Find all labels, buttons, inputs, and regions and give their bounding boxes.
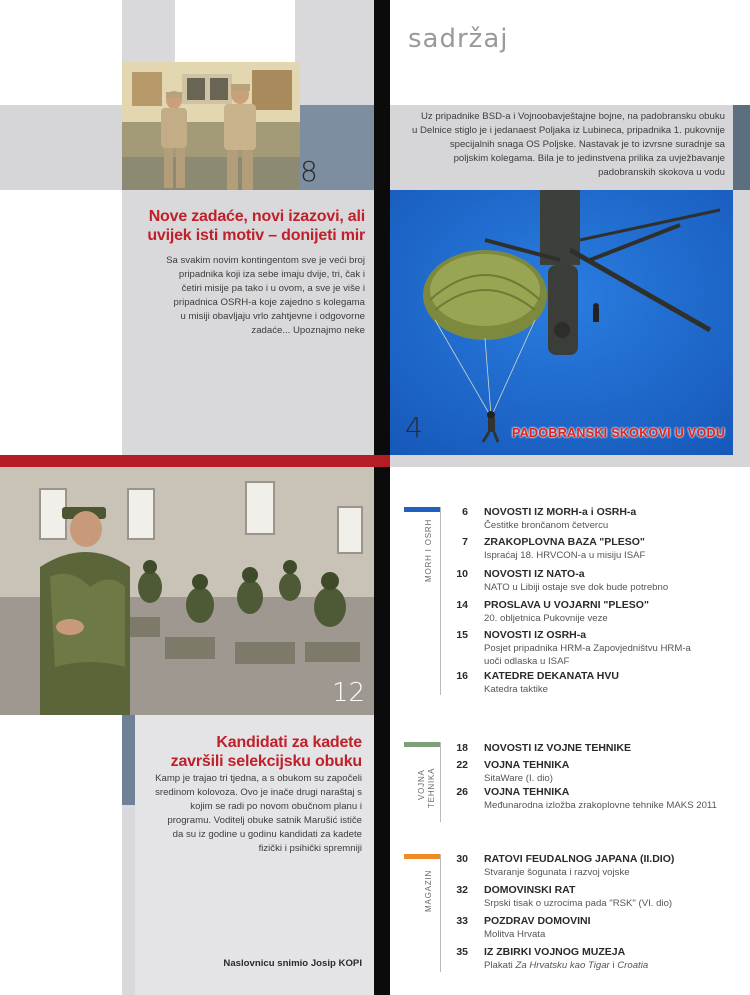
soldiers-walking-photo xyxy=(122,62,300,190)
red-divider xyxy=(0,455,390,467)
toc-page: 30 xyxy=(456,853,468,865)
toc-title: RATOVI FEUDALNOG JAPANA (II.DIO) xyxy=(484,853,675,865)
lead-line: Kamp je trajao tri tjedna, a s obukom su započeli xyxy=(155,773,362,784)
lead-parachute xyxy=(395,110,725,180)
section-label-tehnika-2: TEHNIKA xyxy=(427,767,436,808)
gray-band-mid-right xyxy=(390,455,750,467)
toc-title: IZ ZBIRKI VOJNOG MUZEJA xyxy=(484,946,626,958)
parachute-illustration xyxy=(390,190,733,455)
toc-page: 10 xyxy=(456,568,468,580)
lead-missions xyxy=(60,254,365,338)
toc-subtitle: Međunarodna izložba zrakoplovne tehnike MAKS 2011 xyxy=(484,800,717,811)
toc-page: 15 xyxy=(456,629,468,641)
headline-missions-line2: uvijek isti motiv – donijeti mir xyxy=(147,227,365,244)
toc-title: ZRAKOPLOVNA BAZA "PLESO" xyxy=(484,536,645,548)
page-number-12: 12 xyxy=(332,678,366,708)
toc-title: VOJNA TEHNIKA xyxy=(484,786,570,798)
toc-subtitle: SitaWare (I. dio) xyxy=(484,773,553,784)
lead-cadets xyxy=(140,772,362,856)
toc-title: NOVOSTI IZ MORH-a i OSRH-a xyxy=(484,506,637,518)
section-label-magazin: MAGAZIN xyxy=(424,869,433,912)
toc-subtitle: Molitva Hrvata xyxy=(484,929,546,940)
toc-subtitle: Ispraćaj 18. HRVCON-a u misiju ISAF xyxy=(484,550,646,561)
toc-page: 32 xyxy=(456,884,468,896)
headline-cadets xyxy=(140,733,362,771)
slate-bar-right xyxy=(733,105,750,190)
toc-page: 33 xyxy=(456,915,468,927)
lead-line: specijalnih snaga OS Poljske. Nastavak je to izvrsne suradnje sa xyxy=(449,139,725,150)
toc-page: 26 xyxy=(456,786,468,798)
lead-line: Uz pripadnike BSD-a i Vojnoobavještajne bojne, na padobransku obuku xyxy=(420,111,725,122)
headline-cadets-line1: Kandidati za kadete xyxy=(216,734,362,751)
lead-line: zadaće... Upoznajmo neke xyxy=(251,325,365,336)
toc-subtitle: Katedra taktike xyxy=(484,684,548,695)
center-black-strip xyxy=(374,0,390,995)
soldiers-walking-illustration xyxy=(122,62,300,190)
toc-page: 14 xyxy=(456,599,468,611)
headline-cadets-line2: završili selekcijsku obuku xyxy=(170,753,362,770)
lead-line: programu. Voditelj obuke satnik Marušić ističe xyxy=(167,815,362,826)
page-number-4: 4 xyxy=(405,411,423,444)
toc-subtitle: Stvaranje šogunata i razvoj vojske xyxy=(484,867,630,878)
lead-line: da su iz godine u godinu kandidati za kadete xyxy=(172,829,362,840)
toc-page: 16 xyxy=(456,670,468,682)
lead-line: fizički i psihički spremniji xyxy=(258,843,362,854)
toc-title: NOVOSTI IZ OSRH-a xyxy=(484,629,587,641)
section-bar-morh xyxy=(404,507,440,512)
toc-subtitle: 20. obljetnica Pukovnije veze xyxy=(484,613,608,624)
toc-subtitle: NATO u Libiji ostaje sve dok bude potrebno xyxy=(484,582,669,593)
parachute-jump-photo xyxy=(390,190,733,455)
toc-title: PROSLAVA U VOJARNI "PLESO" xyxy=(484,599,649,611)
toc-subtitle: Srpski tisak o uzrocima pada "RSK" (VI. dio) xyxy=(484,898,673,909)
lead-line: u Delnice stiglo je i jedanaest Poljaka iz Lubineca, pripadnika 1. pukovnije xyxy=(411,125,725,136)
white-column-overlay xyxy=(175,0,295,62)
toc-title: NOVOSTI IZ NATO-a xyxy=(484,568,585,580)
lead-line: kojim se radi po novom obučnom planu i xyxy=(190,801,362,812)
lead-line: padobranskih skokova u vodu xyxy=(598,167,725,178)
slate-bar-parachute xyxy=(733,190,750,455)
toc-subtitle: uoči odlaska u ISAF xyxy=(484,656,570,667)
toc-title: DOMOVINSKI RAT xyxy=(484,884,576,896)
toc-page: 35 xyxy=(456,946,468,958)
toc-subtitle: Posjet pripadnika HRM-a Zapovjedništvu HRM-a xyxy=(484,643,691,654)
blue-accent-bar xyxy=(122,715,135,805)
toc-subtitle: Čestitke brončanom četvercu xyxy=(484,520,609,531)
toc-subtitle-italic-1: Za Hrvatsku kao Tigar xyxy=(515,960,610,971)
toc-page: 22 xyxy=(456,759,468,771)
toc-title: POZDRAV DOMOVINI xyxy=(484,915,591,927)
toc-title: VOJNA TEHNIKA xyxy=(484,759,570,771)
toc-page: 18 xyxy=(456,742,468,754)
toc-subtitle-prefix: Plakati xyxy=(484,960,516,971)
lead-line: sredinom kolovoza. Ovo je inače drugi naraštaj s xyxy=(155,787,362,798)
page-number-8: 8 xyxy=(300,155,318,188)
section-label-tehnika-1: VOJNA xyxy=(417,769,426,800)
section-bar-tehnika xyxy=(404,742,440,747)
section-rule-tehnika xyxy=(440,742,441,822)
toc-page: 6 xyxy=(462,506,468,518)
toc-subtitle xyxy=(484,959,648,972)
lead-line: četiri misije pa tako i u ovom, a sve je više i xyxy=(181,283,365,294)
cadets-illustration xyxy=(0,467,374,715)
section-label-morh: MORH I OSRH xyxy=(424,518,433,582)
gray-band-left xyxy=(0,105,122,190)
lead-line: u misiji obavljaju vrlo zahtjevne i odgovorne xyxy=(180,311,365,322)
headline-missions-line1: Nove zadaće, novi izazovi, ali xyxy=(148,208,365,225)
section-bar-magazin xyxy=(404,854,440,859)
toc-title: KATEDRE DEKANATA HVU xyxy=(484,670,619,682)
lead-line: Sa svakim novim kontingentom sve je veći broj xyxy=(166,255,365,266)
lead-line: poljskim kolegama. Bila je to jedinstvena prilika za uvježbavanje xyxy=(453,153,725,164)
page-title: sadržaj xyxy=(408,24,509,54)
headline-missions xyxy=(60,207,365,245)
lead-line: pripadnica OSRH-a koje zajedno s kolegama xyxy=(173,297,365,308)
toc-subtitle-italic-2: Croatia xyxy=(617,960,649,971)
toc-page: 7 xyxy=(462,536,468,548)
toc-subtitle-mid: i xyxy=(609,960,618,971)
cadets-training-photo xyxy=(0,467,374,715)
toc-title: NOVOSTI IZ VOJNE TEHNIKE xyxy=(484,742,632,754)
lead-line: pripadnika koji iza sebe imaju dvije, tri, čak i xyxy=(178,269,365,280)
parachute-caption: PADOBRANSKI SKOKOVI U VODU xyxy=(512,426,726,440)
cover-credit: Naslovnicu snimio Josip KOPI xyxy=(223,958,362,969)
